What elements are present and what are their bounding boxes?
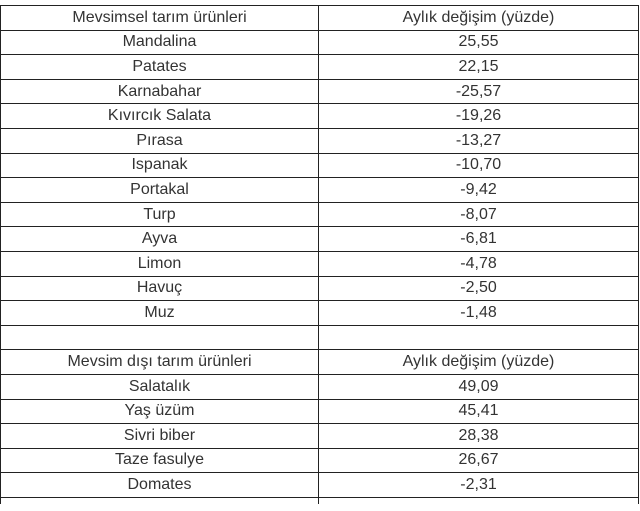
product-cell: Havuç xyxy=(1,276,319,301)
change-cell: 26,67 xyxy=(319,448,639,473)
change-cell: -8,07 xyxy=(319,202,639,227)
change-cell: 49,09 xyxy=(319,374,639,399)
off-season-header-product: Mevsim dışı tarım ürünleri xyxy=(1,350,319,375)
table-row xyxy=(1,227,639,252)
change-cell: -1,48 xyxy=(319,301,639,326)
table-row xyxy=(1,128,639,153)
change-cell: -25,57 xyxy=(319,79,639,104)
price-change-table xyxy=(0,5,639,504)
table-row xyxy=(1,153,639,178)
table-row xyxy=(1,104,639,129)
table-row xyxy=(1,448,639,473)
table-row xyxy=(1,202,639,227)
product-cell: Yaş üzüm xyxy=(1,399,319,424)
product-cell: Ayva xyxy=(1,227,319,252)
table-row xyxy=(1,251,639,276)
product-cell: Domates xyxy=(1,473,319,498)
table-row xyxy=(1,399,639,424)
table-row xyxy=(1,178,639,203)
table-row xyxy=(1,374,639,399)
table-row xyxy=(1,30,639,55)
blank-separator-row xyxy=(1,325,639,350)
table-row xyxy=(1,79,639,104)
change-cell: -10,70 xyxy=(319,153,639,178)
product-cell: Pırasa xyxy=(1,128,319,153)
cut-off-row xyxy=(1,497,639,504)
change-cell: -2,50 xyxy=(319,276,639,301)
seasonal-header-product: Mevsimsel tarım ürünleri xyxy=(1,6,319,31)
change-cell: 25,55 xyxy=(319,30,639,55)
change-cell: 22,15 xyxy=(319,55,639,80)
price-change-table-container xyxy=(0,5,638,504)
product-cell: Patates xyxy=(1,55,319,80)
product-cell: Taze fasulye xyxy=(1,448,319,473)
table-body xyxy=(1,6,639,504)
product-cell: Mandalina xyxy=(1,30,319,55)
seasonal-header-row xyxy=(1,6,639,31)
product-cell: Kıvırcık Salata xyxy=(1,104,319,129)
product-cell: Turp xyxy=(1,202,319,227)
off-season-header-change: Aylık değişim (yüzde) xyxy=(319,350,639,375)
change-cell: -2,31 xyxy=(319,473,639,498)
product-cell: Sivri biber xyxy=(1,424,319,449)
product-cell: Portakal xyxy=(1,178,319,203)
change-cell: 28,38 xyxy=(319,424,639,449)
product-cell: Salatalık xyxy=(1,374,319,399)
off-season-header-row xyxy=(1,350,639,375)
product-cell: Limon xyxy=(1,251,319,276)
change-cell: -13,27 xyxy=(319,128,639,153)
change-cell: -4,78 xyxy=(319,251,639,276)
table-row xyxy=(1,55,639,80)
change-cell: 45,41 xyxy=(319,399,639,424)
product-cell: Karnabahar xyxy=(1,79,319,104)
product-cell: Muz xyxy=(1,301,319,326)
change-cell: -19,26 xyxy=(319,104,639,129)
table-row xyxy=(1,424,639,449)
table-row xyxy=(1,301,639,326)
cut-off-cell xyxy=(319,497,639,504)
seasonal-header-change: Aylık değişim (yüzde) xyxy=(319,6,639,31)
table-row xyxy=(1,473,639,498)
blank-cell xyxy=(319,325,639,350)
blank-cell xyxy=(1,325,319,350)
cut-off-cell xyxy=(1,497,319,504)
product-cell: Ispanak xyxy=(1,153,319,178)
table-row xyxy=(1,276,639,301)
change-cell: -6,81 xyxy=(319,227,639,252)
change-cell: -9,42 xyxy=(319,178,639,203)
